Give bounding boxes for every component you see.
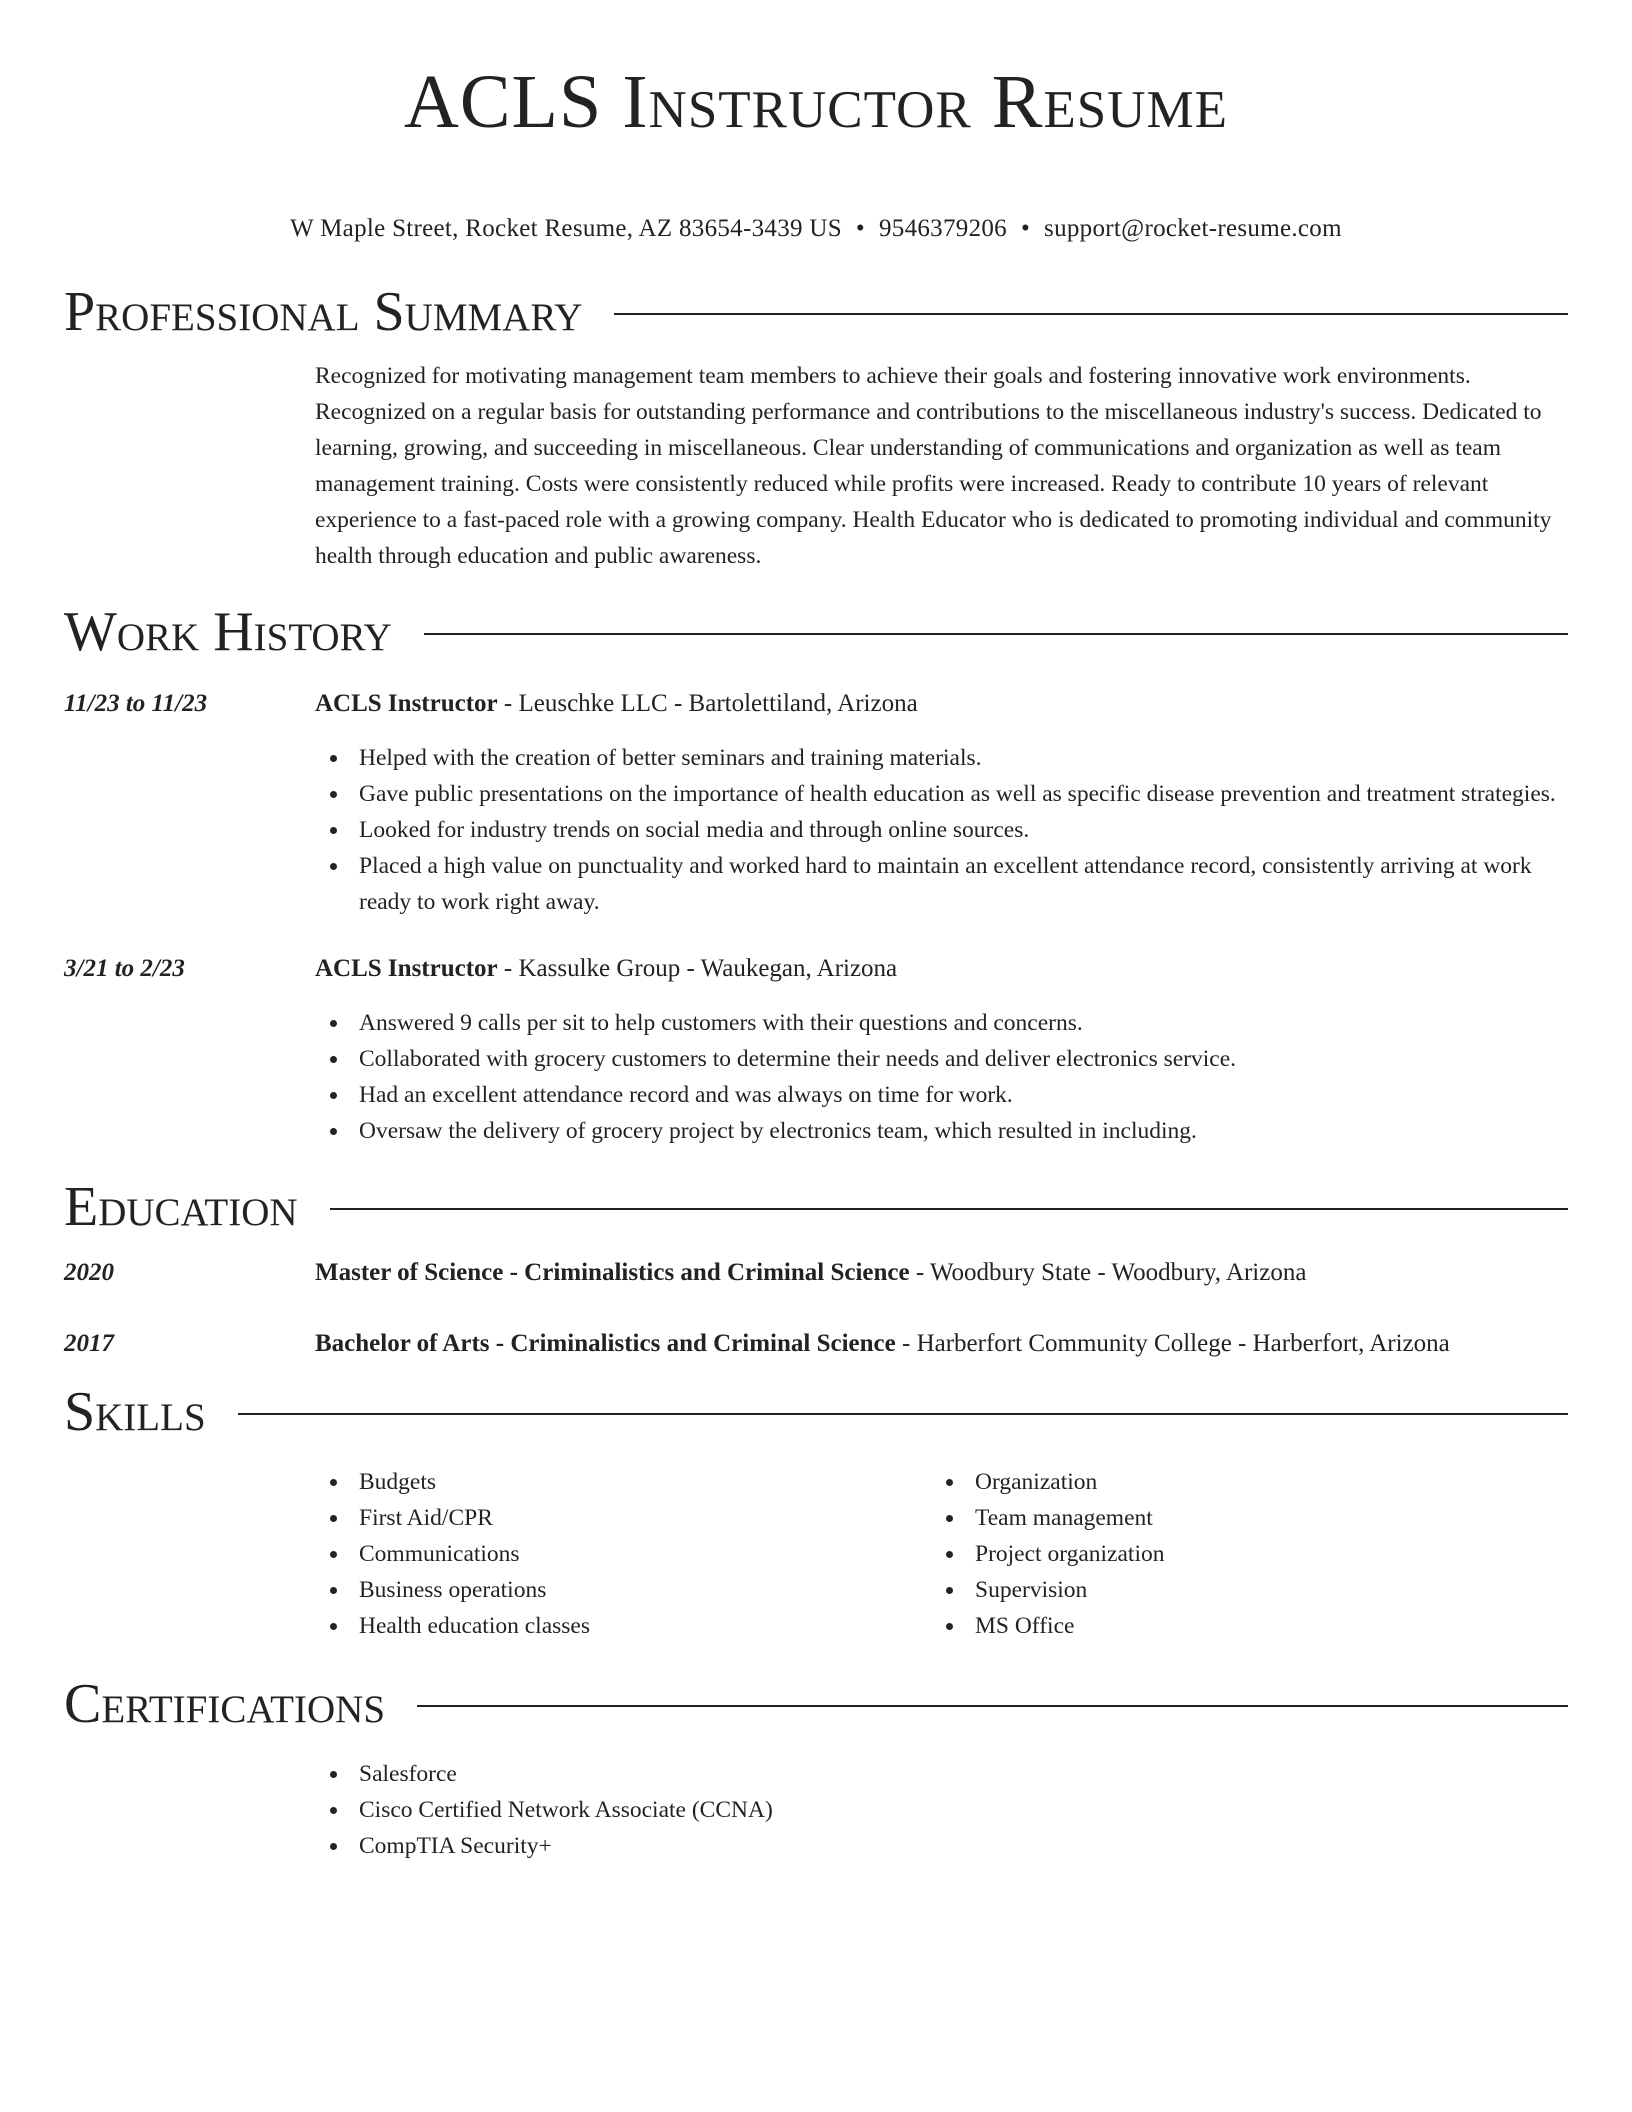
skill-item: Business operations — [315, 1572, 931, 1608]
job-dates: 3/21 to 2/23 — [64, 955, 185, 982]
skill-item: Project organization — [931, 1536, 1547, 1572]
section-divider — [238, 1413, 1568, 1415]
work-section-header — [64, 600, 1568, 664]
education-details: - Harberfort Community College - Harberfort, Arizona — [895, 1330, 1450, 1357]
section-title: Professional Summary — [64, 281, 583, 343]
bullet-icon — [330, 1843, 337, 1850]
contact-phone: 9546379206 — [878, 215, 1007, 242]
bullet-icon — [330, 863, 337, 870]
bullet-icon — [330, 1020, 337, 1027]
summary-text: Recognized for motivating management team members to achieve their goals and fostering innovative work environments. Recognized on a regular basis for outstanding performance and contributions to the miscellaneous industry's success. Dedicated to learning, growing, and succeeding in miscellaneous. Clear understanding of communications and organization as well as team management training. Costs were consistently reduced while profits were increased. Ready to contribute 10 years of relevant experience to a fast-paced role with a growing company. Health Educator who is dedicated to promoting individual and community health through education and public awareness. — [315, 363, 1552, 569]
bullet-icon — [946, 1587, 953, 1594]
bullet-icon — [330, 755, 337, 762]
bullet-icon — [330, 1056, 337, 1063]
skill-item: Health education classes — [315, 1608, 931, 1644]
job-entry — [64, 686, 1568, 920]
job-details: - Leuschke LLC - Bartolettiland, Arizona — [497, 690, 918, 717]
education-details: - Woodbury State - Woodbury, Arizona — [909, 1259, 1307, 1286]
resume-title: ACLS Instructor Resume — [403, 60, 1229, 144]
bullet-icon — [330, 1771, 337, 1778]
job-role: ACLS Instructor — [315, 690, 498, 717]
list-item: Helped with the creation of better seminars and training materials. — [315, 740, 1568, 776]
section-title: Education — [64, 1176, 298, 1238]
skills-list-right — [931, 1464, 1547, 1644]
certification-item: Cisco Certified Network Associate (CCNA) — [315, 1792, 1568, 1828]
summary-body — [315, 358, 1568, 574]
skill-item: Organization — [931, 1464, 1547, 1500]
certification-item: CompTIA Security+ — [315, 1828, 1568, 1864]
education-degree: Bachelor of Arts - Criminalistics and Criminal Science — [315, 1330, 896, 1357]
section-title: Certifications — [64, 1673, 386, 1735]
bullet-icon — [330, 1479, 337, 1486]
job-details: - Kassulke Group - Waukegan, Arizona — [497, 955, 898, 982]
job-bullets — [315, 740, 1568, 920]
bullet-icon — [946, 1479, 953, 1486]
bullet-icon — [330, 827, 337, 834]
list-item: Answered 9 calls per sit to help customers with their questions and concerns. — [315, 1005, 1568, 1041]
skill-item: Supervision — [931, 1572, 1547, 1608]
bullet-icon — [946, 1623, 953, 1630]
section-divider — [417, 1705, 1568, 1707]
bullet-icon — [330, 1587, 337, 1594]
list-item: Oversaw the delivery of grocery project by electronics team, which resulted in including. — [315, 1113, 1568, 1149]
skills-list-left — [315, 1464, 931, 1644]
certifications-section-header — [64, 1672, 1568, 1736]
contact-line — [64, 214, 1568, 244]
contact-address: W Maple Street, Rocket Resume, AZ 83654-3439 US — [290, 215, 842, 242]
section-title: Work History — [64, 601, 392, 663]
list-item: Placed a high value on punctuality and worked hard to maintain an excellent attendance record, consistently arriving at work ready to work right away. — [315, 848, 1568, 920]
contact-email: support@rocket-resume.com — [1044, 215, 1342, 242]
job-heading — [315, 951, 897, 987]
section-divider — [614, 313, 1568, 315]
section-divider — [424, 633, 1568, 635]
job-entry — [64, 951, 1568, 1149]
education-degree: Master of Science - Criminalistics and Criminal Science — [315, 1259, 910, 1286]
skill-item: MS Office — [931, 1608, 1547, 1644]
education-heading — [315, 1255, 1306, 1291]
skills-section-header — [64, 1380, 1568, 1444]
skill-item: Team management — [931, 1500, 1547, 1536]
education-entry — [64, 1255, 1568, 1291]
bullet-icon — [946, 1551, 953, 1558]
job-bullets — [315, 1005, 1568, 1149]
skill-item: Budgets — [315, 1464, 931, 1500]
certifications-list — [315, 1756, 1568, 1864]
contact-separator: • — [1020, 215, 1031, 242]
certifications-body — [315, 1756, 1568, 1864]
certification-item: Salesforce — [315, 1756, 1568, 1792]
bullet-icon — [330, 791, 337, 798]
job-role: ACLS Instructor — [315, 955, 498, 982]
bullet-icon — [330, 1515, 337, 1522]
list-item: Looked for industry trends on social media and through online sources. — [315, 812, 1568, 848]
list-item: Had an excellent attendance record and was always on time for work. — [315, 1077, 1568, 1113]
contact-separator: • — [855, 215, 865, 242]
section-title: Skills — [64, 1381, 206, 1443]
bullet-icon — [330, 1551, 337, 1558]
skills-body — [315, 1464, 1568, 1644]
list-item: Collaborated with grocery customers to determine their needs and deliver electronics service. — [315, 1041, 1568, 1077]
bullet-icon — [330, 1807, 337, 1814]
education-year: 2017 — [64, 1330, 114, 1357]
skill-item: Communications — [315, 1536, 931, 1572]
education-year: 2020 — [64, 1259, 114, 1286]
list-item: Gave public presentations on the importance of health education as well as specific disease prevention and treatment strategies. — [315, 776, 1568, 812]
education-entry — [64, 1326, 1568, 1362]
summary-section-header — [64, 280, 1568, 344]
section-divider — [330, 1208, 1568, 1210]
bullet-icon — [330, 1128, 337, 1135]
bullet-icon — [330, 1623, 337, 1630]
job-heading — [315, 686, 918, 722]
job-dates: 11/23 to 11/23 — [64, 690, 208, 717]
skill-item: First Aid/CPR — [315, 1500, 931, 1536]
bullet-icon — [946, 1515, 953, 1522]
resume-page — [64, 0, 1568, 1864]
bullet-icon — [330, 1092, 337, 1099]
education-heading — [315, 1326, 1450, 1362]
education-section-header — [64, 1175, 1568, 1239]
